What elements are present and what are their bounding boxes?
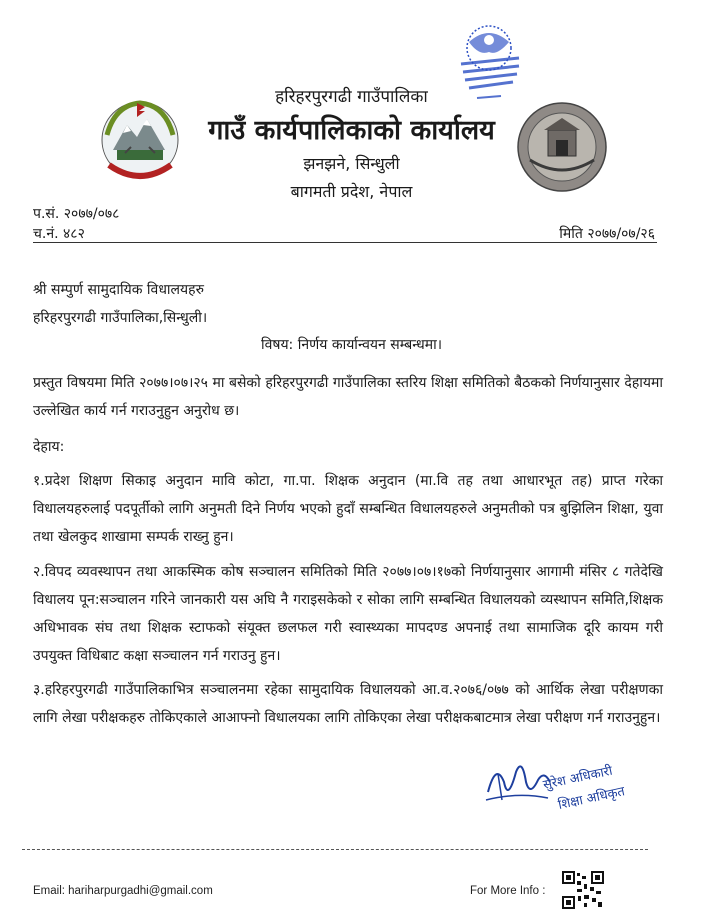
footer-divider: [22, 849, 648, 850]
office-address: झनझने, सिन्धुली: [303, 154, 400, 173]
intro-paragraph: प्रस्तुत विषयमा मिति २०७७।०७।२५ मा बसेको हरिहरपुरगढी गाउँपालिका स्तरिय शिक्षा समितिको बैठकको निर्णयानुसार देहायमा उल्लेखित कार्य गर्न गराउनुहुन अनुरोध छ।: [33, 375, 663, 419]
subject-line: विषय: निर्णय कार्यान्वयन सम्बन्धमा।: [260, 337, 443, 353]
letter-number: प.सं. २०७७/०७८: [33, 206, 120, 222]
office-name: हरिहरपुरगढी गाउँपालिका: [275, 87, 428, 107]
signatory-name: सुरेश अधिकारी: [541, 763, 614, 793]
qr-code: [562, 871, 604, 909]
letter-date: मिति २०७७/०७/२६: [559, 226, 655, 242]
point-3: ३.हरिहरपुरगढी गाउँपालिकाभित्र सञ्चालनमा रहेका सामुदायिक विधालयको आ.व.२०७६/०७७ को आर्थिक लेखा परीक्षणका लागि लेखा परीक्षकहरु तोकिएकाले आआफ्नो विधालयका लागि तोकिएका लेखा परीक्षकबाटमात्र लेखा परीक्षण गर्न गराउनुहुन।: [33, 682, 663, 726]
point-2: २.विपद व्यवस्थापन तथा आकस्मिक कोष सञ्चालन समितिको मिति २०७७।०७।१७को निर्णयानुसार आगामी मंसिर ८ गतेदेखि विधालय पून:सञ्चालन गरिने जानकारी यस अघि नै गराइसकेको र सोका लागि सम्बन्धित विधालयको व्यस्थापन समिति,शिक्षक अधिभावक संघ तथा शिक्षक स्टाफको संयूक्त छलफल गरी स्वास्थ्यका मापदण्ड अपनाई तथा सामाजिक दूरि कायम गरी उपयुक्त विधिबाट कक्षा सञ्चालन गर्न गराउनु हुन।: [33, 564, 663, 664]
dehay-heading: देहाय:: [33, 439, 65, 455]
office-province: बागमती प्रदेश, नेपाल: [290, 182, 413, 201]
recipient-line-2: हरिहरपुरगढी गाउँपालिका,सिन्धुली।: [33, 310, 208, 326]
point-1: १.प्रदेश शिक्षण सिकाइ अनुदान मावि कोटा, गा.पा. शिक्षक अनुदान (मा.वि तह तथा आधारभूत तह) प्राप्त गरेका विधालयहरुलाई पदपूर्तीको लागि अनुमती दिने निर्णय भएको हुदाँ सम्बन्धित विधालयहरुले अनुमतीको पत्र बुझिलिन शिक्षा, युवा तथा खेलकुद शाखामा सम्पर्क राख्नु हुन।: [33, 473, 663, 545]
office-title: गाउँ कार्यपालिकाको कार्यालय: [208, 115, 495, 146]
dispatch-number: च.नं. ४८२: [33, 226, 85, 242]
signatory-designation: शिक्षा अधिकृत: [556, 784, 627, 813]
header-divider: [33, 242, 657, 243]
footer-email: Email: hariharpurgadhi@gmail.com: [33, 885, 213, 897]
footer-more-info: For More Info :: [470, 885, 546, 897]
recipient-line-1: श्री सम्पुर्ण सामुदायिक विधालयहरु: [33, 282, 204, 298]
